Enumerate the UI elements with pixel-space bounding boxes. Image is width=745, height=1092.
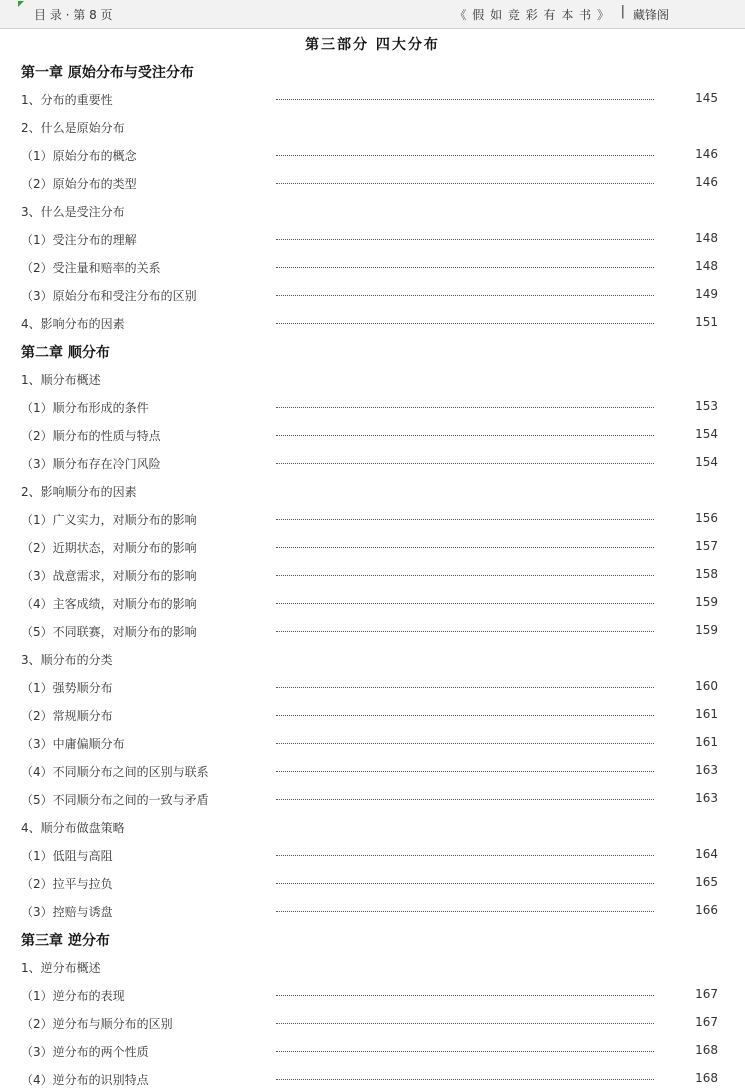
toc-entry[interactable] — [0, 784, 745, 812]
toc-page-number: 153 — [695, 399, 718, 413]
dot-leader — [276, 603, 654, 604]
dot-leader — [276, 771, 654, 772]
toc-entry-label: 1、分布的重要性 — [21, 93, 113, 107]
dot-leader — [276, 883, 654, 884]
dot-leader — [276, 99, 654, 100]
toc-entry-label: （3）逆分布的两个性质 — [21, 1045, 149, 1059]
header-toc-page: 目 录 · 第 8 页 — [34, 8, 113, 22]
toc-entry-label: 3、顺分布的分类 — [21, 653, 113, 667]
toc-entry-label: 4、影响分布的因素 — [21, 317, 125, 331]
toc-entry-label: （5）不同联赛，对顺分布的影响 — [21, 625, 197, 639]
dot-leader — [276, 743, 654, 744]
toc-entry[interactable] — [0, 756, 745, 784]
toc-entry[interactable] — [0, 588, 745, 616]
toc-entry[interactable] — [0, 812, 745, 840]
toc-entry-label: 第一章 原始分布与受注分布 — [21, 65, 194, 81]
toc-entry-label: （3）顺分布存在冷门风险 — [21, 457, 161, 471]
toc-entry[interactable] — [0, 224, 745, 252]
toc-entry[interactable] — [0, 364, 745, 392]
dot-leader — [276, 267, 654, 268]
dot-leader — [276, 715, 654, 716]
toc-entry-label: （1）强势顺分布 — [21, 681, 113, 695]
toc-entry[interactable] — [0, 420, 745, 448]
toc-page-number: 165 — [695, 875, 718, 889]
toc-entry[interactable] — [0, 168, 745, 196]
dot-leader — [276, 799, 654, 800]
toc-page-number: 163 — [695, 763, 718, 777]
toc-entry-label: （2）受注量和赔率的关系 — [21, 261, 161, 275]
toc-entry-label: （3）中庸偏顺分布 — [21, 737, 125, 751]
toc-entry-label: （1）广义实力，对顺分布的影响 — [21, 513, 197, 527]
toc-entry[interactable] — [0, 476, 745, 504]
toc-entry-label: （4）主客成绩，对顺分布的影响 — [21, 597, 197, 611]
toc-chapter-heading — [0, 924, 745, 952]
toc-entry-label: （4）不同顺分布之间的区别与联系 — [21, 765, 209, 779]
toc-entry[interactable] — [0, 1008, 745, 1036]
toc-entry-label: 2、影响顺分布的因素 — [21, 485, 137, 499]
toc-page-number: 154 — [695, 455, 718, 469]
toc-page-number: 157 — [695, 539, 718, 553]
toc-page-number: 159 — [695, 623, 718, 637]
toc-entry-label: 1、顺分布概述 — [21, 373, 101, 387]
toc-page-number: 149 — [695, 287, 718, 301]
toc-entry-label: （1）原始分布的概念 — [21, 149, 137, 163]
dot-leader — [276, 687, 654, 688]
header-brand: 藏锋阁 — [632, 8, 669, 22]
toc-page-number: 168 — [695, 1043, 718, 1057]
toc-entry[interactable] — [0, 140, 745, 168]
dot-leader — [276, 323, 654, 324]
toc-entry-label: 第三章 逆分布 — [21, 933, 110, 949]
toc-entry-label: （1）逆分布的表现 — [21, 989, 125, 1003]
toc-entry-label: （1）低阻与高阻 — [21, 849, 113, 863]
toc-entry-label: （3）控赔与诱盘 — [21, 905, 113, 919]
toc-entry-label: （5）不同顺分布之间的一致与矛盾 — [21, 793, 209, 807]
toc-entry[interactable] — [0, 252, 745, 280]
toc-entry-label: （3）战意需求，对顺分布的影响 — [21, 569, 197, 583]
toc-page-number: 151 — [695, 315, 718, 329]
toc-entry[interactable] — [0, 672, 745, 700]
toc-entry-label: （2）拉平与拉负 — [21, 877, 113, 891]
corner-marker — [18, 1, 24, 7]
toc-entry-label: （2）常规顺分布 — [21, 709, 113, 723]
toc-entry-label: （4）逆分布的识别特点 — [21, 1073, 149, 1087]
toc-page-number: 148 — [695, 259, 718, 273]
toc-page-number: 148 — [695, 231, 718, 245]
dot-leader — [276, 855, 654, 856]
toc-page-number: 146 — [695, 147, 718, 161]
toc-entry[interactable] — [0, 896, 745, 924]
toc-page-number: 167 — [695, 1015, 718, 1029]
toc-entry[interactable] — [0, 700, 745, 728]
toc-entry[interactable] — [0, 980, 745, 1008]
toc-entry[interactable] — [0, 728, 745, 756]
toc-entry[interactable] — [0, 840, 745, 868]
toc-entry[interactable] — [0, 1036, 745, 1064]
toc-entry[interactable] — [0, 308, 745, 336]
toc-page-number: 156 — [695, 511, 718, 525]
toc-page-number: 145 — [695, 91, 718, 105]
part-title: 第三部分 四大分布 — [305, 37, 440, 53]
toc-entry-label: （1）顺分布形成的条件 — [21, 401, 149, 415]
toc-entry-label: （1）受注分布的理解 — [21, 233, 137, 247]
toc-entry-label: 3、什么是受注分布 — [21, 205, 125, 219]
dot-leader — [276, 295, 654, 296]
dot-leader — [276, 631, 654, 632]
dot-leader — [276, 995, 654, 996]
toc-entry-label: （2）顺分布的性质与特点 — [21, 429, 161, 443]
toc-chapter-heading — [0, 336, 745, 364]
dot-leader — [276, 1023, 654, 1024]
dot-leader — [276, 183, 654, 184]
toc-entry[interactable] — [0, 616, 745, 644]
toc-entry-label: 2、什么是原始分布 — [21, 121, 125, 135]
header-separator: | — [620, 4, 625, 19]
dot-leader — [276, 435, 654, 436]
toc-entry[interactable] — [0, 644, 745, 672]
toc-entry[interactable] — [0, 560, 745, 588]
toc-entry-label: 1、逆分布概述 — [21, 961, 101, 975]
toc-entry[interactable] — [0, 392, 745, 420]
toc-page-number: 158 — [695, 567, 718, 581]
toc-page-number: 167 — [695, 987, 718, 1001]
toc-entry[interactable] — [0, 196, 745, 224]
toc-entry-label: （2）近期状态，对顺分布的影响 — [21, 541, 197, 555]
dot-leader — [276, 407, 654, 408]
dot-leader — [276, 911, 654, 912]
toc-page-number: 164 — [695, 847, 718, 861]
toc-entry[interactable] — [0, 868, 745, 896]
dot-leader — [276, 1051, 654, 1052]
toc-entry[interactable] — [0, 112, 745, 140]
toc-entry[interactable] — [0, 1064, 745, 1092]
toc-chapter-heading — [0, 56, 745, 84]
dot-leader — [276, 1079, 654, 1080]
toc-entry[interactable] — [0, 532, 745, 560]
toc-page-number: 146 — [695, 175, 718, 189]
toc-entry[interactable] — [0, 504, 745, 532]
dot-leader — [276, 463, 654, 464]
page-header — [0, 0, 745, 29]
toc-entry-label: （2）原始分布的类型 — [21, 177, 137, 191]
toc-entry-label: 4、顺分布做盘策略 — [21, 821, 125, 835]
toc-entry[interactable] — [0, 84, 745, 112]
dot-leader — [276, 239, 654, 240]
dot-leader — [276, 547, 654, 548]
dot-leader — [276, 155, 654, 156]
toc-page-number: 166 — [695, 903, 718, 917]
toc-page-number: 161 — [695, 707, 718, 721]
toc-entry-label: （3）原始分布和受注分布的区别 — [21, 289, 197, 303]
toc-page-number: 159 — [695, 595, 718, 609]
toc-page-number: 163 — [695, 791, 718, 805]
toc-page-number: 161 — [695, 735, 718, 749]
header-book-title: 《 假 如 竞 彩 有 本 书 》 — [454, 8, 610, 22]
toc-entry-label: （2）逆分布与顺分布的区别 — [21, 1017, 173, 1031]
toc-entry[interactable] — [0, 448, 745, 476]
toc-page-number: 168 — [695, 1071, 718, 1085]
dot-leader — [276, 575, 654, 576]
toc-entry[interactable] — [0, 280, 745, 308]
toc-entry-label: 第二章 顺分布 — [21, 345, 110, 361]
toc-entry[interactable] — [0, 952, 745, 980]
toc-page-number: 154 — [695, 427, 718, 441]
toc-page-number: 160 — [695, 679, 718, 693]
dot-leader — [276, 519, 654, 520]
